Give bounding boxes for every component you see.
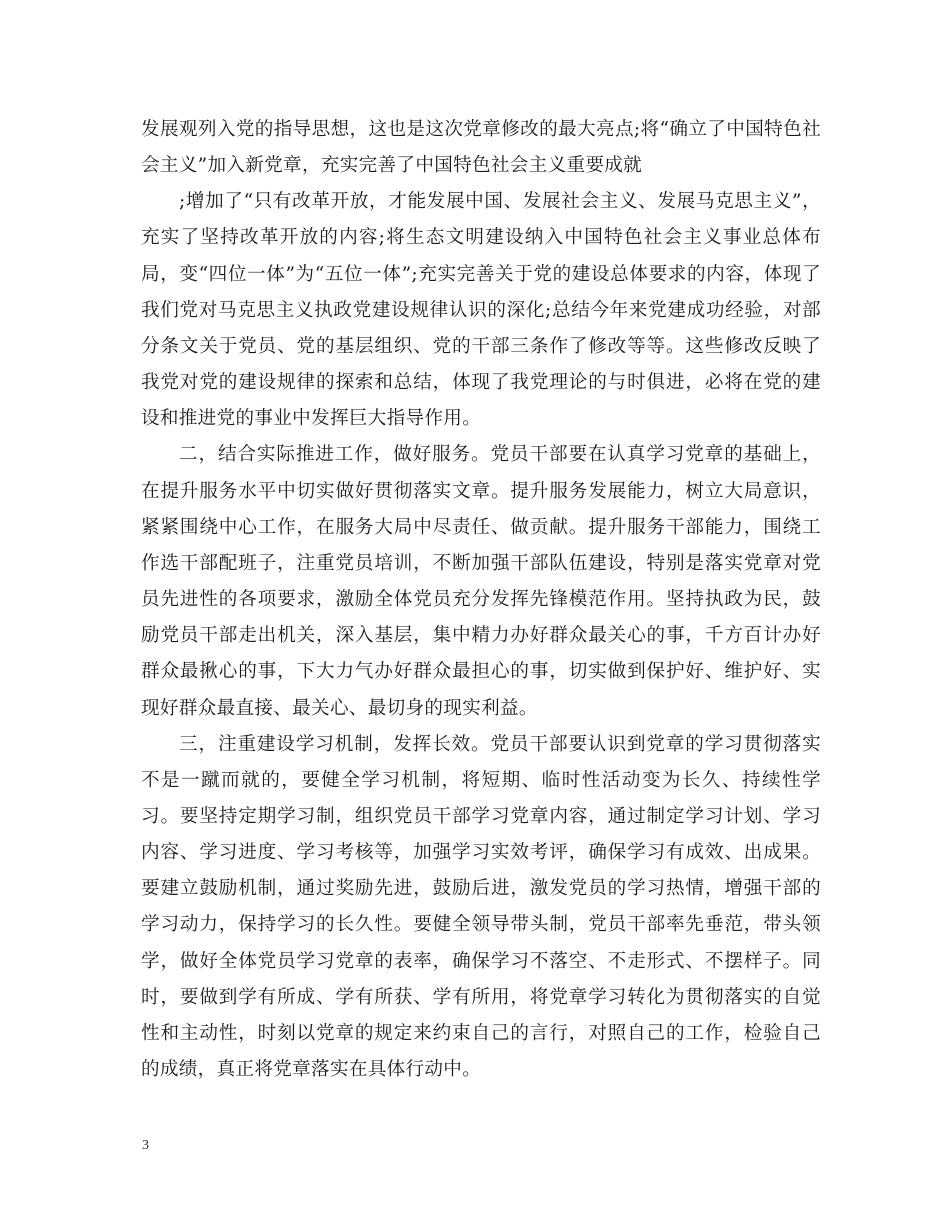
paragraph-amendments: ;增加了“只有改革开放，才能发展中国、发展社会主义、发展马克思主义”，充实了坚持改革开放的内容;将生态文明建设纳入中国特色社会主义事业总体布局，变“四位一体”为“五位一体”;充实完善关于党的建设总体要求的内容，体现了我们党对马克思主义执政党建设规律认识的深化;总结今年来党建成功经验，对部分条文关于党员、党的基层组织、党的干部三条作了修改等等。这些修改反映了我党对党的建设规律的探索和总结，体现了我党理论的与时俱进，必将在党的建设和推进党的事业中发挥巨大指导作用。: [141, 191, 821, 430]
paragraph-section-three: 三，注重建设学习机制，发挥长效。党员干部要认识到党章的学习贯彻落实不是一蹴而就的，要健全学习机制，将短期、临时性活动变为长久、持续性学习。要坚持定期学习制，组织党员干部学习党章内容，通过制定学习计划、学习内容、学习进度、学习考核等，加强学习实效考评，确保学习有成效、出成果。要建立鼓励机制，通过奖励先进，鼓励后进，激发党员的学习热情，增强干部的学习动力，保持学习的长久性。要健全领导带头制，党员干部率先垂范，带头领学，做好全体党员学习党章的表率，确保学习不落空、不走形式、不摆样子。同时，要做到学有所成、学有所获、学有所用，将党章学习转化为贯彻落实的自觉性和主动性，时刻以党章的规定来约束自己的言行，对照自己的工作，检验自己的成绩，真正将党章落实在具体行动中。: [141, 733, 821, 1081]
paragraph-continuation: 发展观列入党的指导思想，这也是这次党章修改的最大亮点;将“确立了中国特色社会主义”加入新党章，充实完善了中国特色社会主义重要成就: [141, 119, 821, 177]
body-text: [141, 112, 821, 1088]
page-number: 3: [142, 1138, 149, 1153]
paragraph-section-two: 二，结合实际推进工作，做好服务。党员干部要在认真学习党章的基础上，在提升服务水平中切实做好贯彻落实文章。提升服务发展能力，树立大局意识，紧紧围绕中心工作，在服务大局中尽责任、做贡献。提升服务干部能力，围绕工作选干部配班子，注重党员培训，不断加强干部队伍建设，特别是落实党章对党员先进性的各项要求，激励全体党员充分发挥先锋模范作用。坚持执政为民，鼓励党员干部走出机关，深入基层，集中精力办好群众最关心的事，千方百计办好群众最揪心的事，下大力气办好群众最担心的事，切实做到保护好、维护好、实现好群众最直接、最关心、最切身的现实利益。: [141, 444, 821, 719]
